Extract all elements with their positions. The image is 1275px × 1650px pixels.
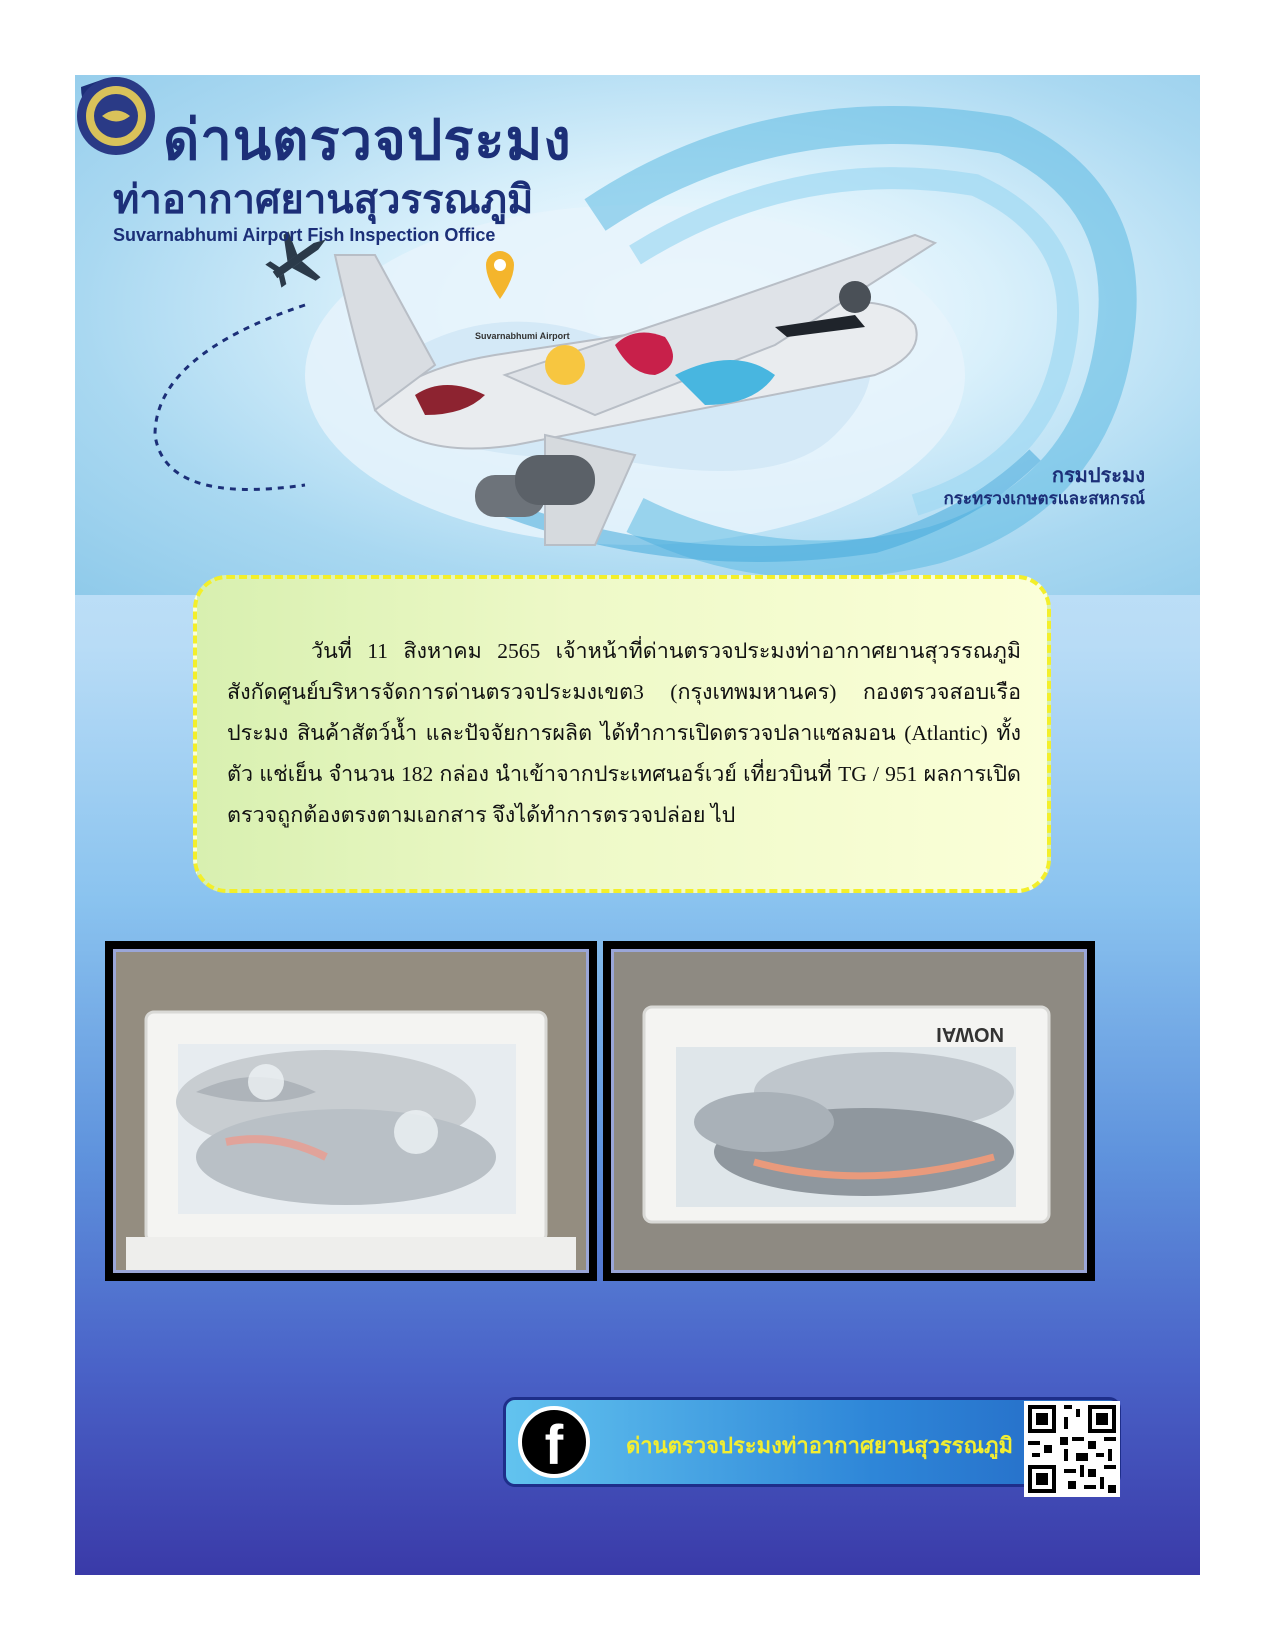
photo-illustration-right — [614, 952, 1084, 1270]
salmon-photo-left — [105, 941, 597, 1281]
news-body: วันที่ 11 สิงหาคม 2565 เจ้าหน้าที่ด่านตรวจประมงท่าอากาศยานสุวรรณภูมิ สังกัดศูนย์บริหารจัดการด่านตรวจประมงเขต3 (กรุงเทพมหานคร) กองตรวจสอบเรือประมง สินค้าสัตว์น้ำ และปัจจัยการผลิต ได้ทำการเปิดตรวจปลาแซลมอน (Atlantic) ทั้งตัว แช่เย็น จำนวน 182 กล่อง นำเข้าจากประเทศนอร์เวย์ เที่ยวบินที่ TG / 951 ผลการเปิดตรวจถูกต้องตรงตามเอกสาร จึงได้ทำการตรวจปล่อย ไป — [227, 639, 1021, 827]
ministry-name: กระทรวงเกษตรและสหกรณ์ — [943, 489, 1145, 509]
facebook-page-name[interactable]: ด่านตรวจประมงท่าอากาศยานสุวรรณภูมิ — [626, 1434, 1014, 1459]
facebook-icon[interactable]: f — [518, 1406, 590, 1478]
header-banner — [75, 75, 1200, 595]
qr-code-icon[interactable] — [1024, 1401, 1120, 1497]
department-name: กรมประมง — [1051, 463, 1145, 487]
box-print: NOWAI — [936, 1023, 1004, 1045]
office-title-thai: ด่านตรวจประมง — [163, 108, 572, 173]
salmon-photo-right — [603, 941, 1095, 1281]
map-pin-label: Suvarnabhumi Airport — [475, 331, 570, 341]
poster — [75, 75, 1200, 1575]
office-title-english: Suvarnabhumi Airport Fish Inspection Office — [113, 225, 496, 245]
photo-illustration-left — [116, 952, 586, 1270]
news-text-box — [193, 575, 1051, 893]
department-seal-icon — [75, 75, 157, 157]
office-subtitle-thai: ท่าอากาศยานสุวรรณภูมิ — [113, 177, 534, 223]
